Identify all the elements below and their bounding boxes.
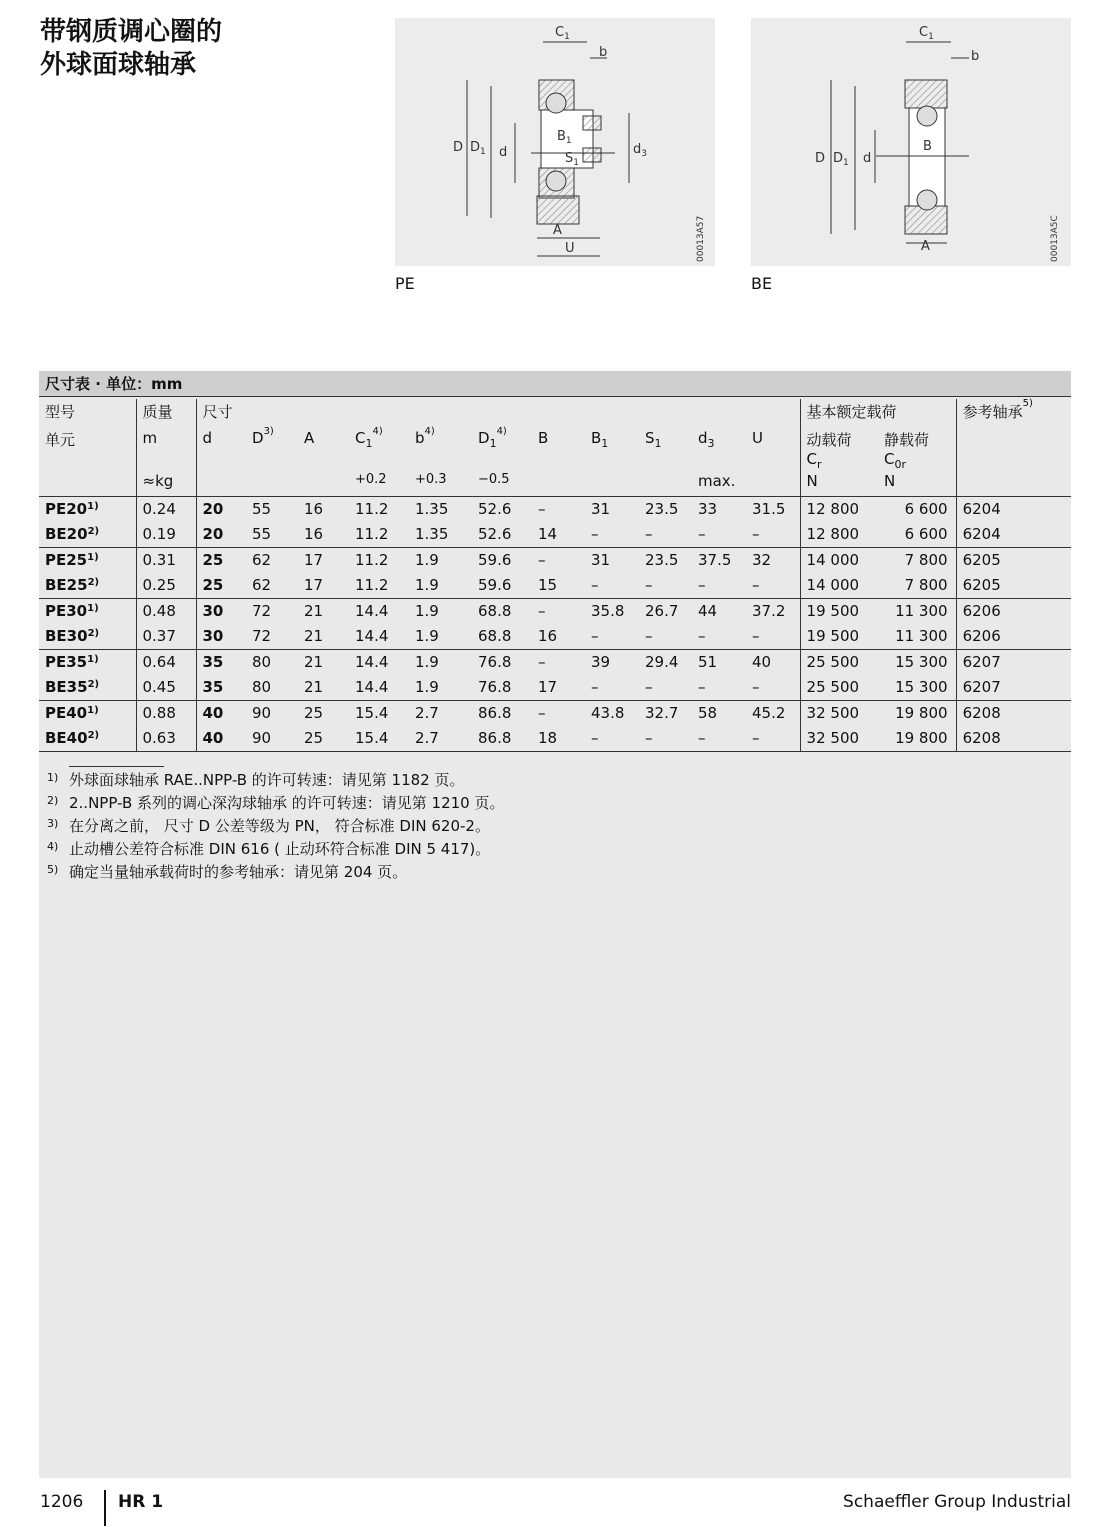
table-row xyxy=(39,726,1071,752)
footnote-mark: 4) xyxy=(47,840,59,853)
cell-b: 17 xyxy=(538,678,558,697)
cell-d1: 59.6 xyxy=(478,550,512,569)
cell-cr: 14 000 xyxy=(800,547,878,573)
cell-c0r: 7 800 xyxy=(904,575,948,594)
table-header-row-3 xyxy=(39,470,1071,496)
cell-d1: 59.6 xyxy=(478,575,512,594)
cell-d: 35 xyxy=(196,675,246,701)
be-drawing-code: 00013A5C xyxy=(1050,215,1060,262)
pe-dim-D: D xyxy=(453,140,464,155)
cell-ref: 6206 xyxy=(956,598,1071,624)
cell-m: 0.31 xyxy=(136,547,196,573)
cell-d: 80 xyxy=(252,653,272,672)
header-C1: $C_1^{4)}$ xyxy=(355,426,383,450)
cell-model: PE40$^{1)}$ xyxy=(45,704,99,723)
cell-u: 40 xyxy=(752,653,772,672)
be-drawing xyxy=(751,18,1071,266)
cell-a: 21 xyxy=(304,678,324,697)
pe-dim-b: b xyxy=(599,45,608,60)
cell-m: 0.63 xyxy=(136,726,196,752)
cell-a: 25 xyxy=(304,729,324,748)
cell-b1: 43.8 xyxy=(591,704,625,723)
cell-b: 16 xyxy=(538,626,558,645)
pe-dim-b1: $B_1$ xyxy=(557,129,572,146)
cell-d: 40 xyxy=(196,701,246,727)
cell-d3: – xyxy=(698,626,706,645)
footnote-mark: 3) xyxy=(47,817,59,830)
cell-model: BE20$^{2)}$ xyxy=(45,524,100,543)
cell-b1: – xyxy=(591,678,599,697)
footnote-mark: 5) xyxy=(47,863,59,876)
cell-d: 55 xyxy=(252,524,272,543)
page-number: 1206 xyxy=(40,1492,84,1512)
title-line-1: 带钢质调心圈的 xyxy=(40,17,223,47)
cell-s1: 23.5 xyxy=(645,550,679,569)
cell-cr: 32 500 xyxy=(800,726,878,752)
cell-s1: – xyxy=(645,626,653,645)
cell-cr: 32 500 xyxy=(800,701,878,727)
cell-c1: 11.2 xyxy=(355,575,389,594)
cell-b: – xyxy=(538,499,546,518)
cell-b: – xyxy=(538,550,546,569)
cell-d1: 76.8 xyxy=(478,653,512,672)
cell-m: 0.48 xyxy=(136,598,196,624)
cell-c1: 14.4 xyxy=(355,626,389,645)
be-dim-a: A xyxy=(921,239,930,254)
header-rating: 基本额定载荷 xyxy=(800,399,956,427)
cell-d3: 44 xyxy=(698,601,718,620)
cell-u: – xyxy=(752,575,760,594)
cell-u: 37.2 xyxy=(752,601,786,620)
table-row xyxy=(39,547,1071,573)
cell-b: – xyxy=(538,704,546,723)
cell-d1: 76.8 xyxy=(478,678,512,697)
cell-m: 0.45 xyxy=(136,675,196,701)
cell-b: 1.35 xyxy=(415,499,449,518)
header-static: 静载荷 $C_{0r}$ xyxy=(884,431,930,471)
cell-d: 90 xyxy=(252,729,272,748)
cell-s1: – xyxy=(645,575,653,594)
cell-cr: 25 500 xyxy=(800,675,878,701)
cell-b1: 31 xyxy=(591,499,611,518)
header-D1-tol: −0.5 xyxy=(478,472,510,487)
footnote-text: 外球面球轴承 RAE..NPP-B 的许可转速：请见第 1182 页。 xyxy=(69,771,465,789)
cell-b1: – xyxy=(591,729,599,748)
header-ref-empty xyxy=(956,427,1071,470)
cell-d: 25 xyxy=(196,547,246,573)
dimension-table-panel xyxy=(39,371,1071,1478)
footnote-rule xyxy=(69,766,164,767)
cell-ref: 6204 xyxy=(956,496,1071,522)
header-C1-tol: +0.2 xyxy=(355,472,387,487)
table-header-row-2 xyxy=(39,427,1071,470)
header-units-empty xyxy=(39,470,136,496)
cell-model: PE35$^{1)}$ xyxy=(45,653,99,672)
cell-b: 1.9 xyxy=(415,653,439,672)
cell-c0r: 19 800 xyxy=(895,729,948,748)
dimension-table xyxy=(39,399,1071,752)
cell-ref: 6208 xyxy=(956,701,1071,727)
cell-c0r: 6 600 xyxy=(904,524,948,543)
table-header-row-1 xyxy=(39,399,1071,427)
cell-b1: 35.8 xyxy=(591,601,625,620)
cell-cr: 19 500 xyxy=(800,598,878,624)
pe-dim-c1: $C_1$ xyxy=(555,25,570,42)
be-dim-b: b xyxy=(971,49,980,64)
title-line-2: 外球面球轴承 xyxy=(40,50,197,80)
cell-cr: 12 800 xyxy=(800,522,878,548)
pe-dim-d: d xyxy=(499,145,508,160)
table-row xyxy=(39,701,1071,727)
cell-c1: 15.4 xyxy=(355,704,389,723)
cell-cr: 12 800 xyxy=(800,496,878,522)
cell-d: 72 xyxy=(252,601,272,620)
pe-dim-D1: $D_1$ xyxy=(470,140,486,157)
cell-a: 21 xyxy=(304,626,324,645)
cell-d: 72 xyxy=(252,626,272,645)
be-dim-c1: $C_1$ xyxy=(919,25,934,42)
header-b-tol: +0.3 xyxy=(415,472,447,487)
cell-ref: 6207 xyxy=(956,675,1071,701)
cell-d3: – xyxy=(698,524,706,543)
header-mass-unit: ≈kg xyxy=(136,470,196,496)
cell-b: 1.9 xyxy=(415,550,439,569)
cell-cr: 14 000 xyxy=(800,573,878,599)
cell-d: 20 xyxy=(196,522,246,548)
table-row xyxy=(39,675,1071,701)
pe-drawing-code: 00013A57 xyxy=(696,215,706,262)
cell-d1: 68.8 xyxy=(478,626,512,645)
cell-c1: 11.2 xyxy=(355,499,389,518)
header-B: B xyxy=(538,429,549,447)
cell-s1: – xyxy=(645,729,653,748)
cell-s1: 32.7 xyxy=(645,704,679,723)
cell-d1: 52.6 xyxy=(478,524,512,543)
cell-b: 18 xyxy=(538,729,558,748)
cell-c0r: 7 800 xyxy=(904,550,948,569)
header-A: A xyxy=(304,429,315,447)
cell-model: BE35$^{2)}$ xyxy=(45,678,100,697)
cell-d: 62 xyxy=(252,575,272,594)
cell-d: 25 xyxy=(196,573,246,599)
cell-u: – xyxy=(752,729,760,748)
footnote xyxy=(47,769,504,792)
cell-u: 45.2 xyxy=(752,704,786,723)
cell-d: 62 xyxy=(252,550,272,569)
cell-m: 0.24 xyxy=(136,496,196,522)
footnote-text: 确定当量轴承载荷时的参考轴承：请见第 204 页。 xyxy=(69,863,408,881)
cell-s1: 26.7 xyxy=(645,601,679,620)
footnote xyxy=(47,815,504,838)
cell-s1: – xyxy=(645,524,653,543)
be-dim-d: d xyxy=(863,151,872,166)
table-caption: 尺寸表 · 单位：mm xyxy=(39,371,1071,397)
cell-m: 0.25 xyxy=(136,573,196,599)
cell-d: 35 xyxy=(196,650,246,676)
cell-d3: 37.5 xyxy=(698,550,732,569)
footnote-mark: 2) xyxy=(47,794,59,807)
cell-d: 80 xyxy=(252,678,272,697)
cell-d1: 86.8 xyxy=(478,729,512,748)
cell-d1: 52.6 xyxy=(478,499,512,518)
header-ref: 参考轴承$^{5)}$ xyxy=(956,399,1071,427)
cell-c0r: 15 300 xyxy=(895,678,948,697)
cell-b1: – xyxy=(591,626,599,645)
header-unit: 单元 xyxy=(45,431,76,449)
header-S1: $S_1$ xyxy=(645,429,662,450)
cell-c1: 15.4 xyxy=(355,729,389,748)
header-B1: $B_1$ xyxy=(591,429,609,450)
footnote xyxy=(47,838,504,861)
cell-ref: 6207 xyxy=(956,650,1071,676)
cell-d1: 68.8 xyxy=(478,601,512,620)
cell-b: – xyxy=(538,601,546,620)
cell-model: BE25$^{2)}$ xyxy=(45,575,100,594)
cell-b: – xyxy=(538,653,546,672)
company-name: Schaeffler Group Industrial xyxy=(843,1492,1071,1512)
cell-d: 20 xyxy=(196,496,246,522)
cell-b: 2.7 xyxy=(415,704,439,723)
be-dim-D: D xyxy=(815,151,826,166)
footnotes xyxy=(47,766,504,884)
cell-model: PE20$^{1)}$ xyxy=(45,499,99,518)
cell-model: BE30$^{2)}$ xyxy=(45,626,100,645)
footnote xyxy=(47,861,504,884)
cell-d: 40 xyxy=(196,726,246,752)
cell-b1: 31 xyxy=(591,550,611,569)
cell-c1: 14.4 xyxy=(355,653,389,672)
be-label: BE xyxy=(751,274,773,293)
cell-u: 32 xyxy=(752,550,772,569)
section-code: HR 1 xyxy=(118,1492,164,1512)
cell-s1: 29.4 xyxy=(645,653,679,672)
cell-d3: 58 xyxy=(698,704,718,723)
cell-m: 0.64 xyxy=(136,650,196,676)
header-cr-unit: N xyxy=(800,470,878,496)
pe-dim-d3: $d_3$ xyxy=(633,142,647,159)
header-mass-symbol: m xyxy=(136,427,196,470)
cell-d3: – xyxy=(698,678,706,697)
cell-c0r: 11 300 xyxy=(895,601,948,620)
header-D: $D^{3)}$ xyxy=(252,426,274,447)
pe-drawing xyxy=(395,18,715,266)
be-dim-D1: $D_1$ xyxy=(833,151,849,168)
header-b: $b^{4)}$ xyxy=(415,426,435,447)
header-U: U xyxy=(752,429,763,447)
cell-d3: – xyxy=(698,729,706,748)
cell-model: BE40$^{2)}$ xyxy=(45,729,100,748)
table-row xyxy=(39,522,1071,548)
be-dim-B: B xyxy=(923,139,932,154)
footnote-mark: 1) xyxy=(47,771,59,784)
cell-a: 25 xyxy=(304,704,324,723)
pe-dim-s1: $S_1$ xyxy=(565,151,579,168)
cell-u: – xyxy=(752,626,760,645)
footnote-text: 在分离之前， 尺寸 D 公差等级为 PN， 符合标准 DIN 620-2。 xyxy=(69,817,490,835)
cell-s1: 23.5 xyxy=(645,499,679,518)
cell-b: 1.35 xyxy=(415,524,449,543)
cell-d1: 86.8 xyxy=(478,704,512,723)
header-model: 型号 xyxy=(45,403,76,421)
pe-dim-a: A xyxy=(553,223,562,238)
cell-u: – xyxy=(752,524,760,543)
header-dims: 尺寸 xyxy=(196,399,800,427)
header-mass: 质量 xyxy=(136,399,196,427)
header-D1: $D_1^{4)}$ xyxy=(478,426,507,450)
header-d3-max: max. xyxy=(698,472,736,490)
cell-d: 90 xyxy=(252,704,272,723)
cell-c0r: 11 300 xyxy=(895,626,948,645)
cell-b: 2.7 xyxy=(415,729,439,748)
cell-u: – xyxy=(752,678,760,697)
footnote-text: 止动槽公差符合标准 DIN 616 ( 止动环符合标准 DIN 5 417)。 xyxy=(69,840,491,858)
cell-b: 1.9 xyxy=(415,626,439,645)
cell-a: 16 xyxy=(304,524,324,543)
table-row xyxy=(39,573,1071,599)
cell-m: 0.19 xyxy=(136,522,196,548)
cell-cr: 19 500 xyxy=(800,624,878,650)
cell-b: 15 xyxy=(538,575,558,594)
header-c0r-unit: N xyxy=(884,472,896,490)
cell-m: 0.88 xyxy=(136,701,196,727)
cell-b: 1.9 xyxy=(415,575,439,594)
cell-a: 16 xyxy=(304,499,324,518)
cell-b: 1.9 xyxy=(415,601,439,620)
page-title xyxy=(40,16,222,82)
cell-ref: 6206 xyxy=(956,624,1071,650)
cell-ref: 6205 xyxy=(956,573,1071,599)
cell-u: 31.5 xyxy=(752,499,786,518)
pe-dim-u: U xyxy=(565,241,575,256)
footnote-text: 2..NPP-B 系列的调心深沟球轴承 的许可转速：请见第 1210 页。 xyxy=(69,794,505,812)
cell-a: 21 xyxy=(304,653,324,672)
pe-label: PE xyxy=(395,274,415,293)
cell-c0r: 6 600 xyxy=(904,499,948,518)
cell-a: 17 xyxy=(304,575,324,594)
cell-cr: 25 500 xyxy=(800,650,878,676)
cell-m: 0.37 xyxy=(136,624,196,650)
table-row xyxy=(39,624,1071,650)
cell-b1: – xyxy=(591,524,599,543)
cell-c1: 11.2 xyxy=(355,550,389,569)
cell-s1: – xyxy=(645,678,653,697)
footnote xyxy=(47,792,504,815)
header-dynamic: 动载荷 $C_r$ xyxy=(800,427,878,470)
cell-b: 1.9 xyxy=(415,678,439,697)
cell-c0r: 15 300 xyxy=(895,653,948,672)
table-row xyxy=(39,598,1071,624)
cell-c1: 14.4 xyxy=(355,678,389,697)
header-d: d xyxy=(196,427,246,470)
cell-b1: 39 xyxy=(591,653,611,672)
cell-d3: 33 xyxy=(698,499,718,518)
cell-a: 17 xyxy=(304,550,324,569)
cell-b: 14 xyxy=(538,524,558,543)
cell-model: PE30$^{1)}$ xyxy=(45,601,99,620)
cell-d: 30 xyxy=(196,624,246,650)
cell-c1: 11.2 xyxy=(355,524,389,543)
cell-c0r: 19 800 xyxy=(895,704,948,723)
cell-model: PE25$^{1)}$ xyxy=(45,550,99,569)
cell-d: 30 xyxy=(196,598,246,624)
header-d3: $d_3$ xyxy=(698,429,715,450)
cell-d3: 51 xyxy=(698,653,718,672)
cell-ref: 6205 xyxy=(956,547,1071,573)
table-row xyxy=(39,496,1071,522)
cell-ref: 6204 xyxy=(956,522,1071,548)
cell-c1: 14.4 xyxy=(355,601,389,620)
footer-separator xyxy=(104,1490,106,1526)
cell-a: 21 xyxy=(304,601,324,620)
cell-d: 55 xyxy=(252,499,272,518)
cell-d3: – xyxy=(698,575,706,594)
cell-ref: 6208 xyxy=(956,726,1071,752)
cell-b1: – xyxy=(591,575,599,594)
table-row xyxy=(39,650,1071,676)
